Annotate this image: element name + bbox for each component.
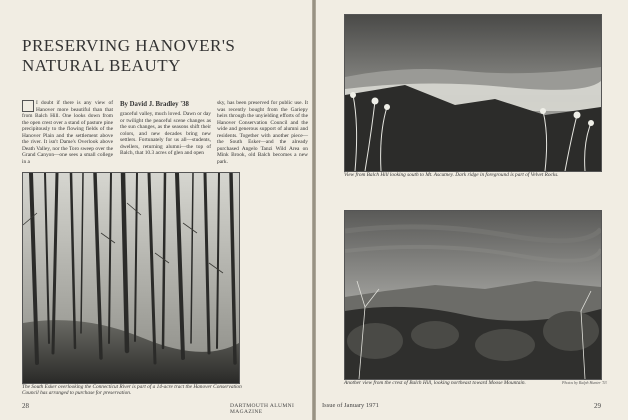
- column-1-text: I doubt if there is any view of Hanover more beautiful than that from Balch Hill. One looks down from the open crest over a stand of pasture pine precipitously to the flowing fields of the Hanover Plain and the settlement above the river. It isn't Dame's Overlook above Death Valley, nor the Toro sweep over the Grand Canyon—one sees a small college in a: [22, 100, 113, 165]
- valley-photo: [344, 14, 602, 172]
- article-byline: By David J. Bradley '38: [120, 101, 189, 108]
- article-title: [22, 36, 292, 76]
- column-2-text: graceful valley, much loved. Dawn or day or twilight the peaceful scene changes as the sun changes, as the seasons shift their colors, and new decades bring new settlers. Fortunately for us all—students, dwellers, returning alumni—the top of Balch, that 10.3 acres of glen and open: [120, 111, 211, 156]
- page-number-right: 29: [594, 402, 601, 410]
- article-title-line-1: PRESERVING HANOVER'S: [22, 36, 236, 55]
- valley-photo-caption: View from Balch Hill looking south to Mt. Ascutney. Dark ridge in foreground is part of Velvet Rocks.: [344, 172, 559, 178]
- crest-photo: [344, 210, 602, 380]
- article-column-2: [120, 100, 211, 157]
- article-column-1: [22, 100, 113, 165]
- forest-photo: [22, 172, 240, 384]
- left-page: [0, 0, 312, 420]
- article-column-3: [217, 100, 308, 165]
- article-title-line-2: NATURAL BEAUTY: [22, 56, 181, 75]
- crest-photo-caption: Another view from the crest of Balch Hill, looking northeast toward Moose Mountain.: [344, 380, 526, 386]
- forest-photo-caption: The South Esker overlooking the Connecticut River is part of a 14-acre tract the Hanover Conservation Council has arranged to purchase for preservation.: [22, 384, 242, 397]
- issue-date: Issue of January 1971: [322, 402, 379, 409]
- drop-cap-box: [22, 100, 34, 112]
- magazine-name: DARTMOUTH ALUMNI MAGAZINE: [230, 403, 295, 415]
- photo-credit: Photos by Ralph Hunter '53: [562, 380, 607, 385]
- column-3-text: sky, has been preserved for public use. It was recently bought from the Gariepy heirs through the unyielding efforts of the Hanover Conservation Council and the wide and generous support of alumni and residents. Together with another piece—the South Esker—and the already purchased Angelo Tanzi Wild Area on Mink Brook, old Balch becomes a new park.: [217, 100, 308, 165]
- page-number-left: 28: [22, 402, 29, 410]
